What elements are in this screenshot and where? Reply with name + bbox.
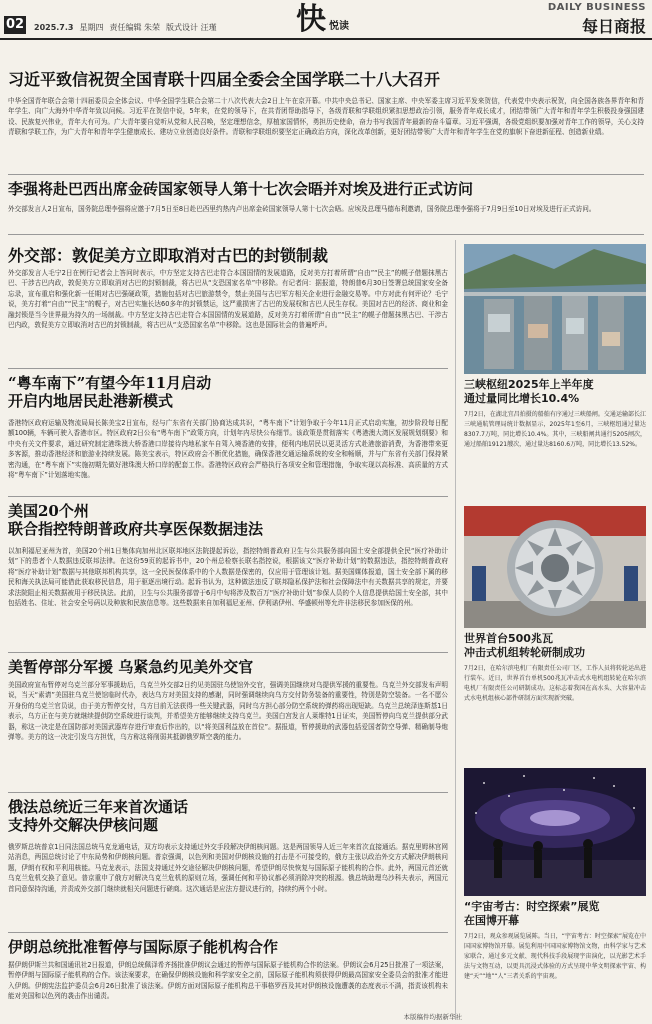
article-1-body: 中华全国青年联合会第十四届委员会全体会议、中华全国学生联合会第二十八次代表大会2日上午在京开幕。中共中央总书记、国家主席、中央军委主席习近平发来贺信，代表党中央表示祝贺，向全国各族各界青年和青年学生、向广大海外中华青年致以问候。习近平在贺信中说，5年来，在党的领导下，在共青团帮助指导下，各级青联和学联组织紧扣思想政治引领，服务青年成长成才，团结带领广大青年和青年学生积极投身强国建设、民族复兴伟业，青年大有可为。广大青年要自觉听从党和人民召唤，坚定理想信念，厚植家国情怀，勇担历史使命，奋力书写我国青年最新的奋斗篇章。习近平强调，各级党组织要加强对青年工作的领导，关心支持青联和学联工作，为广大青年和青年学生健康成长、建功立业创造良好条件。青联和学联组织要坚定正确政治方向，深化改革创新，更好团结带领广大青年和青年学生在党的旗帜下奋进新征程、创造新业绩。 [8, 97, 644, 137]
article-6-body: 美国政府宣布暂停对乌克兰部分军事援助后，乌克兰外交部2日约见美国驻乌使馆外交官，强调美国继续对乌提供军援的重要性。乌克兰外交部发布声明说，当天“素请”美国驻乌克兰使馆临时代办，表达乌方对美国支持的感谢，同时强调继续向乌方交付防务装备的重要性，特别是防空装备。一名不愿公开身份的乌克兰官员说，由于美方暂停交付，乌方目前无法获得一些关键武器，同时乌方担心部分防空系统的弹药将出现短缺。乌克兰总统泽连斯基1日表示，乌方正在与美方就继续提供防空系统进行谈判，并希望美方能够继续支持乌克兰。美国白宫发言人莱维特1日证实，美国暂停向乌克兰提供部分武器，称这一决定是在国防部对美国武器库存进行审查后作出的，以“将美国利益放在首位”。据报道，暂停援助的武器包括爱国者防空导弹、精确制导炮弹等。美方的这一决定引发乌方担忧，乌方称这将削弱其抵御俄罗斯空袭的能力。 [8, 681, 448, 742]
article-8-body: 据伊朗伊斯兰共和国通讯社2日报道，伊朗总统佩泽希齐扬批准伊朗议会通过的暂停与国际原子能机构合作的法案。伊朗议会6月25日批准了一项法案，暂停伊朗与国际原子能机构的合作。该法案要求，在确保伊朗核设施和科学家安全之前，国际原子能机构须获得伊朗最高国家安全委员会的批准才能进入伊朗。伊朗宪法监护委员会6月26日批准了该法案。伊朗方面对国际原子能机构总干事格罗西及其对伊朗核设施遭袭的态度表示不满，指责该机构未能对美国和以色列的袭击作出谴责。 [8, 961, 448, 1001]
article-1-headline: 习近平致信祝贺全国青联十四届全委会全国学联二十八大召开 [8, 70, 441, 89]
article-7-headline-line1: 俄法总统近三年来首次通话 [8, 798, 189, 816]
photo-3-caption: 7月2日，观众参观展览展陈。当日，“宇宙考古：时空探索”展览在中国国家博物馆开幕。展览利用中国国家博物馆文物，由科学家与艺术家联合，通过多元文献、现代科技手段展现宇宙演化，以光影艺术手法与文物互动，以更具沉浸式体验的方式呈现中华文明探索宇宙、构建“天”“地”“人”三者关系的宇宙观。 [464, 933, 646, 980]
article-4-body: 香港特区政府运输及物流局局长陈美宝2日宣布，经与广东省有关部门协商达成共识，“粤车南下”计划争取于今年11月正式启动实施，初步阶段每日配额100辆，车辆可驶入香港市区。特区政府2日公布“粤车南下”政策方向，计划年内尽快公布细节。该政策是贯彻落实《粤港澳大湾区发展规划纲要》和中央有关文件要求，通过研究制定港珠澳大桥香港口岸接待内地私家车自驾入境香港的安排，便利内地居民以更灵活方式赴港旅游消费，为香港带来更多客源，推动香港经济和旅游业持续发展。陈美宝表示，特区政府会不断优化措施，确保香港交通运输系统的安全和畅顺，并与广东省有关部门保持紧密沟通，在“粤车南下”实施初期先做好港珠澳大桥口岸的配套工作。香港特区政府会严格执行各项安全和管理措施，争取实现以高标准、高质量的方式将“粤车南下”计划落地实施。 [8, 419, 448, 480]
source-credit: 本版稿件均据新华社 [403, 1013, 462, 1021]
column-rule [455, 240, 456, 1020]
divider [8, 496, 448, 497]
article-4-headline-line2: 开启内地居民赴港新模式 [8, 392, 174, 410]
dateline [34, 22, 223, 33]
photo-1-title-line1: 三峡枢纽2025年上半年度 [464, 378, 594, 391]
photo-3-title-line1: “宇宙考古：时空探索”展览 [464, 900, 600, 913]
section-big-char: 快 [296, 2, 326, 37]
three-gorges-photo [464, 244, 646, 374]
page-number: 02 [5, 17, 25, 32]
divider [8, 234, 644, 235]
divider [8, 174, 644, 175]
photo-2-title-line1: 世界首台500兆瓦 [464, 632, 553, 645]
photo-3-title-line2: 在国博开幕 [464, 914, 519, 927]
article-2-headline: 李强将赴巴西出席金砖国家领导人第十七次会晤并对埃及进行正式访问 [8, 180, 474, 198]
article-2-body: 外交部发言人2日宣布，国务院总理李强将应邀于7月5日至8日赴巴西里约热内卢出席金砖国家领导人第十七次会晤。应埃及总理马德布利邀请，国务院总理李强将于7月9日至10日对埃及进行正式访问。 [8, 205, 596, 213]
article-5-headline-line2: 联合指控特朗普政府共享医保数据违法 [8, 520, 264, 538]
photo-2-title-line2: 冲击式机组转轮研制成功 [464, 646, 585, 659]
issue-weekday: 星期四 [79, 23, 104, 32]
article-5-headline-line1: 美国20个州 [8, 502, 89, 520]
divider [8, 652, 448, 653]
exhibition-photo [464, 768, 646, 896]
designer-credit: 版式设计 汪瑾 [166, 23, 217, 32]
photo-1-title-line2: 通过量同比增长10.4% [464, 392, 580, 405]
article-8-headline: 伊朗总统批准暂停与国际原子能机构合作 [8, 938, 279, 956]
article-5-body: 以加利福尼亚州为首，美国20个州1日集体向加州北区联邦地区法院提起诉讼，指控特朗普政府卫生与公共服务部向国土安全部提供全民“医疗补助计划”下的患者个人数据违反联邦法律。在这份59页的起诉书中，20个州总检察长联名指控说，根据该文“医疗补助计划”的数据违法，指控特朗普政府将“医疗补助计划”数据与其他联邦机构共享，这一全民医保体系中的个人数据是保密的，仅应用于管理该计划。据美国媒体报道，国土安全部下属的移民和海关执法局可能借此获取移民信息，用于驱逐出境行动。起诉书认为，这种做法违反了联邦隐私保护法和社会保障法中有关数据共享的规定，并要求法院阻止相关数据被用于移民执法。此前，卫生与公共服务部曾于6月中旬将涉及数百万“医疗补助计划”参保人员的个人信息提供给国土安全部，其中包括姓名、住址、社会安全号码以及种族和民族信息等。这些数据来自加利福尼亚州、伊利诺伊州、华盛顿州等允许非法移民参加医保的州。 [8, 547, 448, 608]
article-3-body: 外交部发言人毛宁2日在例行记者会上答问时表示，中方坚定支持古巴走符合本国国情的发展道路，反对美方打着所谓“自由”“民主”的幌子借题抹黑古巴、干涉古巴内政，敦促美方立即取消对古巴的封锁制裁，将古巴从“支恐国家名单”中移除。有记者问：据报道，特朗普6月30日签署总统国家安全备忘录，宣布重启和强化新一任期对古巴强硬政策，措施包括对古巴旅游禁令，禁止美国与古巴军方相关企业进行金融交易等。中方对此有何评论？毛宁说，美方打着“自由”“民主”的幌子，对古巴实施长达60多年的封锁禁运，这严重损害了古巴的发展权和古巴人民生存权。美国对古巴的经济、商业和金融封锁是当今世界最为持久的一场制裁。中方坚定支持古巴走符合本国国情的发展道路，反对美方打着所谓“自由”“民主”的幌子借题抹黑古巴、干涉古巴内政，敦促美方立即取消对古巴的封锁制裁，将古巴从“支恐国家名单”中移除。这也是国际社会的普遍呼声。 [8, 269, 448, 330]
turbine-runner-photo [464, 506, 646, 628]
article-7-body: 俄罗斯总统普京1日同法国总统马克龙通电话，双方均表示支持通过外交手段解决伊朗核问题。这是两国领导人近三年来首次直接通话。据克里姆林宫网站消息，两国总统讨论了中东局势和伊朗核问题。普京强调，以色列和美国对伊朗核设施的打击是不可接受的，俄方主张以政治外交方式解决伊朗核问题，伊朗有权和平利用核能。马克龙表示，法国支持通过外交途径解决伊朗核问题，希望伊朗尽快恢复与国际原子能机构的合作。此外，两国元首还就乌克兰危机交换了意见。普京重申了俄方对解决乌克兰危机的原则立场，强调任何和平协议都必须消除冲突的根源。俄总统助理乌沙科夫表示，两国元首同意保持沟通，并责成外交部门继续就相关问题进行磋商。这次通话是应法方提议进行的，持续约两个小时。 [8, 843, 448, 893]
photo-2-caption: 7月2日，在哈尔滨电机厂有限责任公司厂区，工作人员将转轮运出进行装车。近日，世界首台单机500兆瓦冲击式水电机组转轮在哈尔滨电机厂有限责任公司研制成功。这标志着我国在高水头、大容量冲击式水电机组核心部件研制方面实现新突破。 [464, 665, 646, 702]
divider [8, 792, 448, 793]
article-4-headline-line1: “粤车南下”有望今年11月启动 [8, 374, 212, 392]
masthead [0, 0, 652, 38]
article-6-headline: 美暂停部分军援 乌紧急约见美外交官 [8, 658, 254, 676]
article-3-headline: 外交部：敦促美方立即取消对古巴的封锁制裁 [8, 246, 329, 265]
divider [8, 932, 448, 933]
editor-credit: 责任编辑 朱荣 [109, 23, 161, 32]
divider [8, 368, 448, 369]
masthead-rule [0, 38, 652, 40]
article-7-headline-line2: 支持外交解决伊核问题 [8, 816, 159, 834]
paper-name-en: DAILY BUSINESS [547, 2, 646, 13]
paper-name-cn: 每日商报 [581, 17, 646, 36]
photo-1-caption: 7月2日，在湖北宜昌拍摄的船舶有序通过三峡船闸。交通运输部长江三峡通航管理局统计数据显示，2025年1至6月，三峡枢纽通过量达8307.7万吨，同比增长10.4%。其中，三峡船闸共通行5205闸次，通过船舶19121艘次，通过量达8160.6万吨，同比增长13.52%。 [464, 411, 646, 448]
section-small-label: 悦读 [329, 21, 349, 32]
issue-date: 2025.7.3 [34, 23, 74, 32]
section-brand [296, 4, 349, 36]
